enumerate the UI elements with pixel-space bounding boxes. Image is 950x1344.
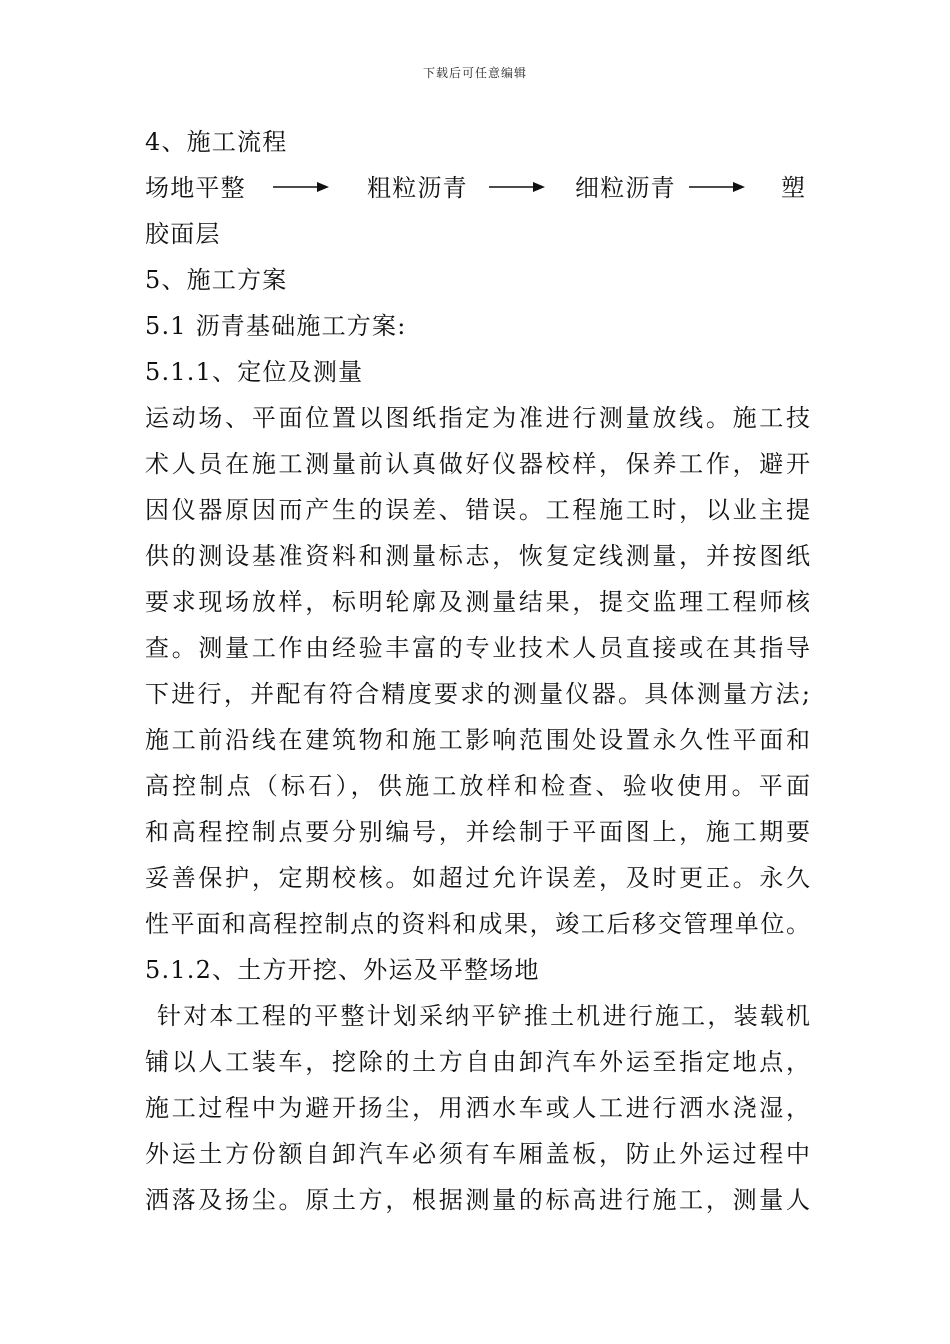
flow-step-2: 粗粒沥青 xyxy=(367,174,468,202)
process-flow xyxy=(145,165,810,211)
flow-step-4: 塑 xyxy=(781,174,807,202)
section-5-1-1-title: 5.1.1、定位及测量 xyxy=(145,358,364,386)
right-arrow-icon xyxy=(273,180,329,194)
document-body xyxy=(145,119,810,1223)
paragraph-line: 针对本工程的平整计划采纳平铲推土机进行施工，装载机 xyxy=(157,1002,810,1030)
flow-step-4-continued: 胶面层 xyxy=(145,220,221,248)
paragraph-line: 高控制点（标石），供施工放样和检查、验收使用。平面 xyxy=(145,772,810,800)
section-5-1-2-paragraph xyxy=(145,993,810,1223)
paragraph-line: 要求现场放样，标明轮廓及测量结果，提交监理工程师核 xyxy=(145,588,810,616)
paragraph-line: 性平面和高程控制点的资料和成果，竣工后移交管理单位。 xyxy=(145,910,810,938)
paragraph-line: 运动场、平面位置以图纸指定为准进行测量放线。施工技 xyxy=(145,404,810,432)
paragraph-line: 铺以人工装车，挖除的土方自由卸汽车外运至指定地点， xyxy=(145,1048,810,1076)
flow-step-3: 细粒沥青 xyxy=(575,174,676,202)
paragraph-line: 和高程控制点要分别编号，并绘制于平面图上，施工期要 xyxy=(145,818,810,846)
section-5-1-title: 5.1 沥青基础施工方案: xyxy=(145,312,407,340)
paragraph-line: 查。测量工作由经验丰富的专业技术人员直接或在其指导 xyxy=(145,634,810,662)
right-arrow-icon xyxy=(689,180,745,194)
paragraph-line: 施工前沿线在建筑物和施工影响范围处设置永久性平面和 xyxy=(145,726,810,754)
flow-step-1: 场地平整 xyxy=(145,174,246,202)
section-4-title: 4、施工流程 xyxy=(145,128,288,156)
section-5-title: 5、施工方案 xyxy=(145,266,288,294)
paragraph-line: 妥善保护，定期校核。如超过允许误差，及时更正。永久 xyxy=(145,864,810,892)
section-5-1-2-title: 5.1.2、土方开挖、外运及平整场地 xyxy=(145,956,540,984)
right-arrow-icon xyxy=(489,180,545,194)
paragraph-line: 因仪器原因而产生的误差、错误。工程施工时，以业主提 xyxy=(145,496,810,524)
paragraph-line: 术人员在施工测量前认真做好仪器校样，保养工作，避开 xyxy=(145,450,810,478)
paragraph-line: 洒落及扬尘。原土方，根据测量的标高进行施工，测量人 xyxy=(145,1186,810,1214)
paragraph-line: 施工过程中为避开扬尘，用洒水车或人工进行洒水浇湿， xyxy=(145,1094,810,1122)
paragraph-line: 供的测设基准资料和测量标志，恢复定线测量，并按图纸 xyxy=(145,542,810,570)
page-header-note: 下载后可任意编辑 xyxy=(422,66,527,80)
paragraph-line: 下进行，并配有符合精度要求的测量仪器。具体测量方法; xyxy=(145,680,810,708)
paragraph-line: 外运土方份额自卸汽车必须有车厢盖板，防止外运过程中 xyxy=(145,1140,810,1168)
section-5-1-1-paragraph xyxy=(145,395,810,947)
